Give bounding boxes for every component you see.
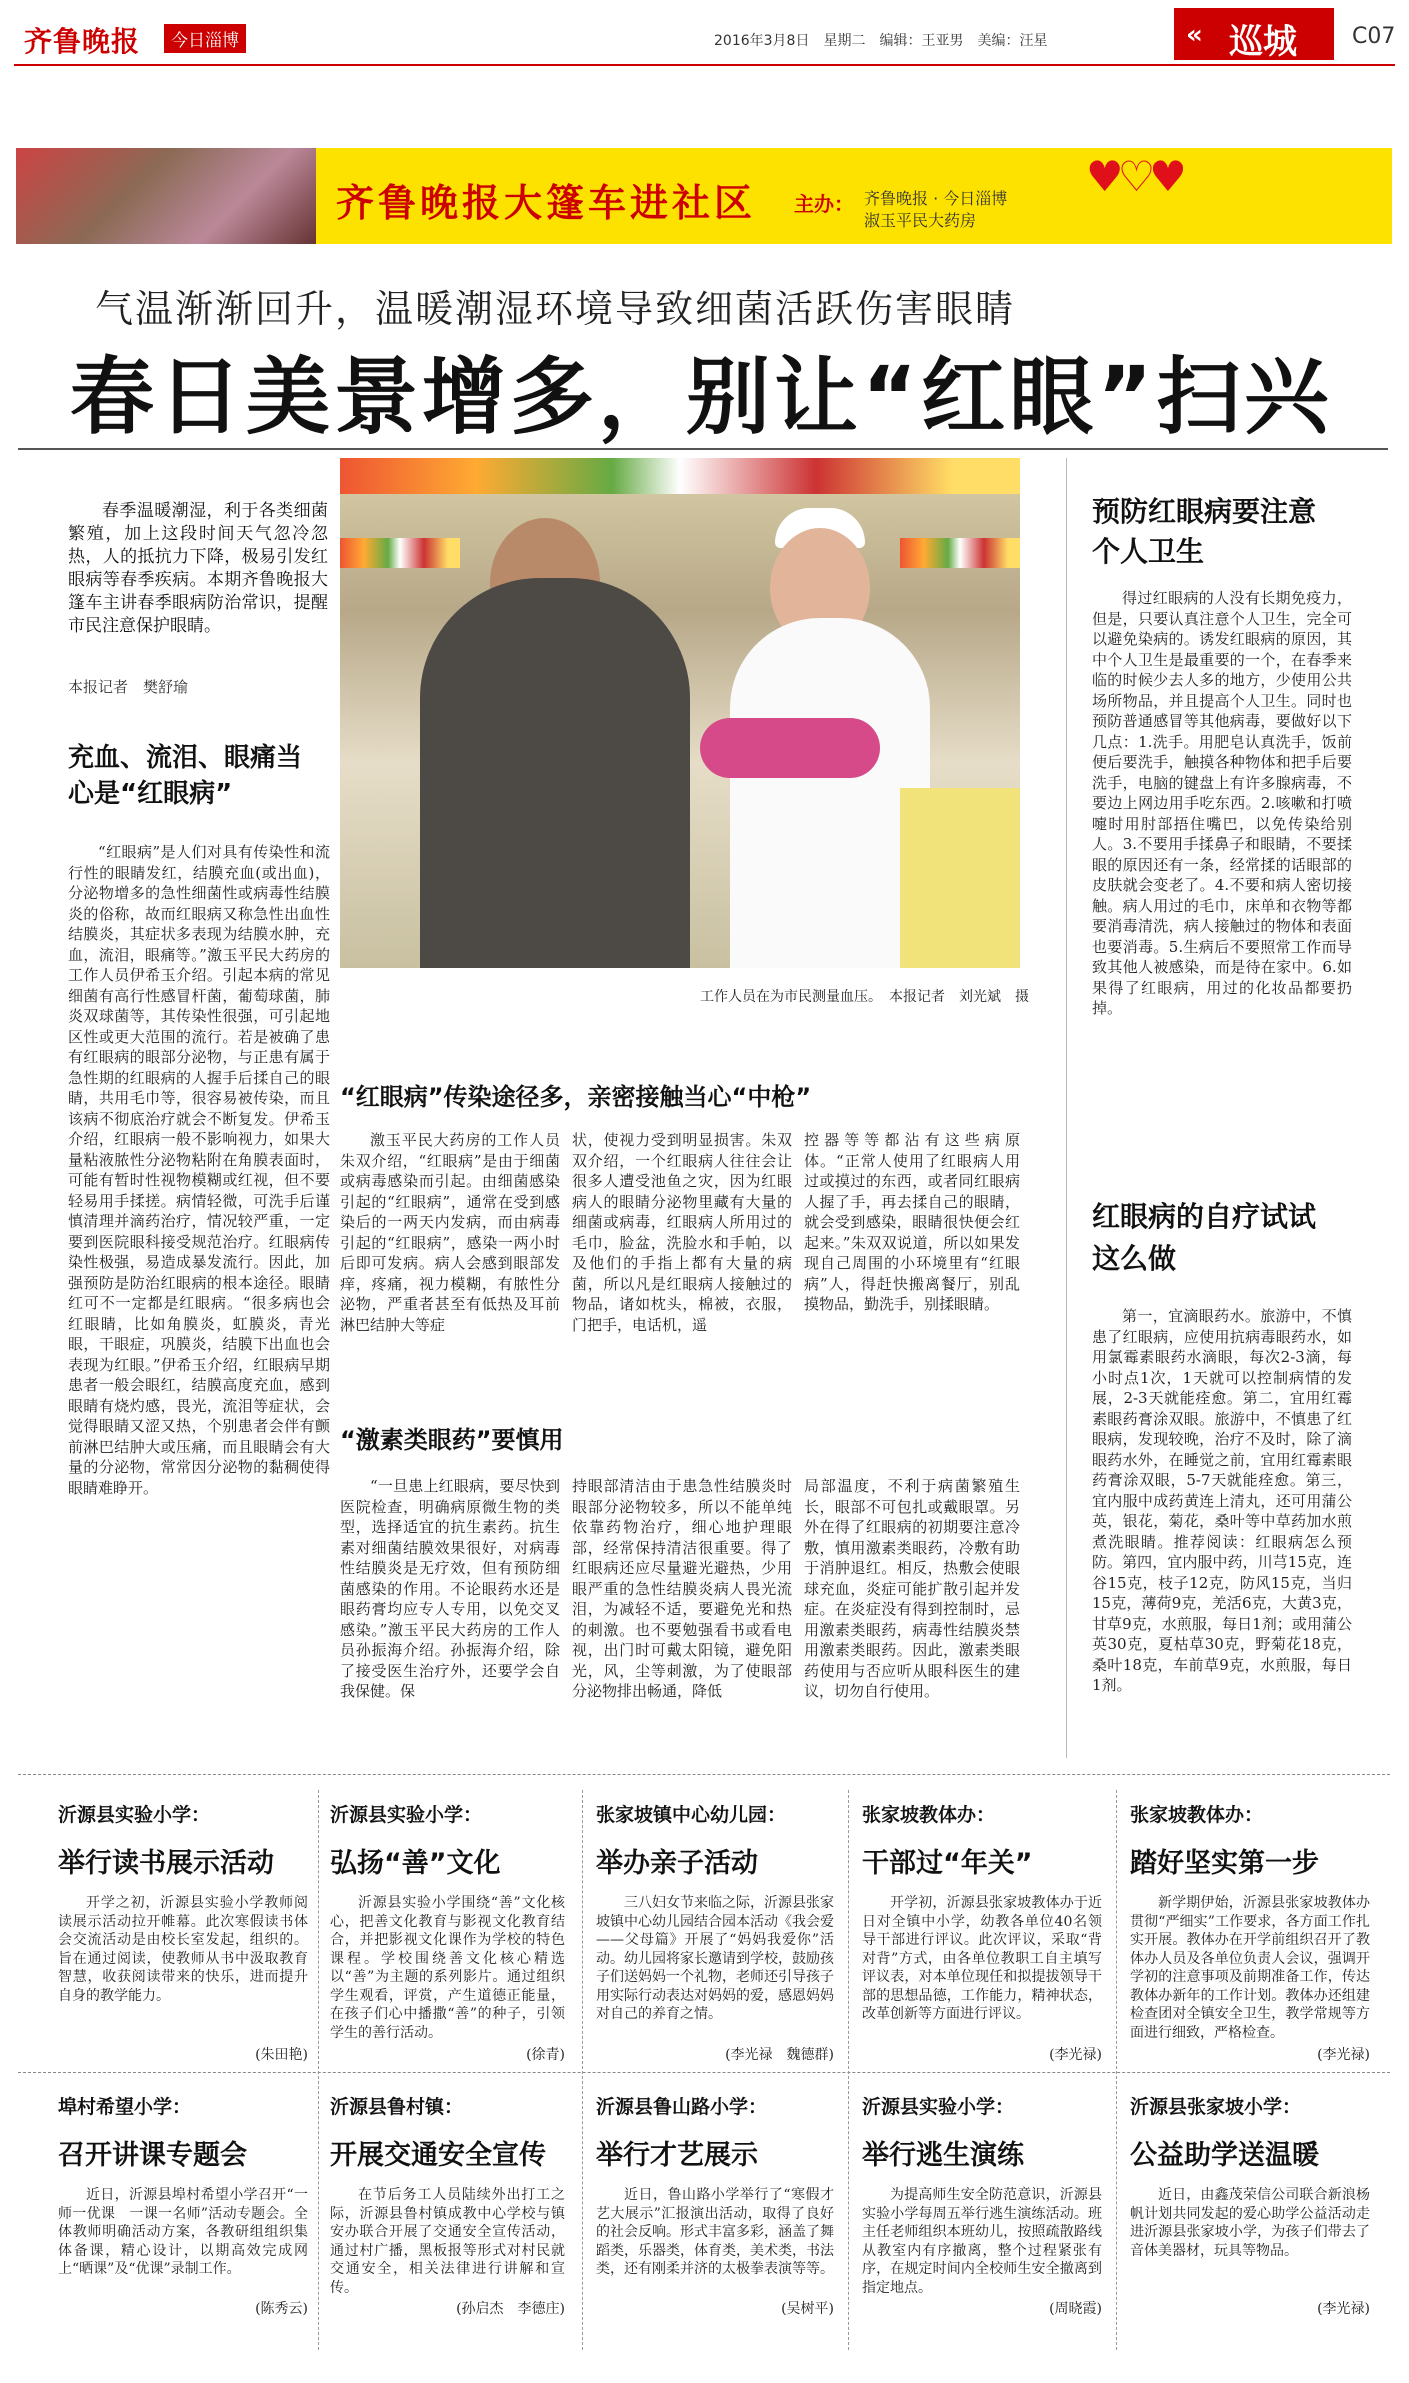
news-brief [330,1800,565,2064]
strip-divider [18,1774,1390,1775]
brief-headline: 公益助学送温暖 [1130,2140,1319,2171]
brief-source: 埠村希望小学： [58,2096,192,2118]
banner-photo [16,148,316,244]
section-body: 持眼部清洁由于患急性结膜炎时眼部分泌物较多，所以不能单纯依靠药物治疗，细心地护理眼部，经常保持清洁很重要。得了红眼病还应尽量避光避热，少用眼严重的急性结膜炎病人畏光流泪，为减轻不适，要避免光和热的刺激。也不要勉强看书或看电视，出门时可戴太阳镜，避免阳光，风，尘等刺激，为了使眼部分泌物排出畅通，降低 [572,1477,792,1700]
article-byline: 本报记者 樊舒瑜 [68,678,189,696]
sidebar-title: 红眼病的自疗试试这么做 [1092,1200,1317,1275]
brief-body: 近日，由鑫茂荣信公司联合新浪杨帆计划共同发起的爱心助学公益活动走进沂源县张家坡小学，为孩子们带去了音体美器材，玩具等物品。 [1130,2187,1370,2259]
article-photo [340,458,1020,968]
brief-body: 三八妇女节来临之际，沂源县张家坡镇中心幼儿园结合园本活动《我会爱——父母篇》开展了“妈妈我爱你”活动。幼儿园将家长邀请到学校，鼓励孩子们送妈妈一个礼物，老师还引导孩子用实际行动表达对妈妈的爱，感恩妈妈对自己的养育之情。 [596,1895,834,2022]
brief-headline: 踏好坚实第一步 [1130,1848,1319,1879]
brief-headline: 召开讲课专题会 [58,2140,247,2171]
masthead [14,6,1395,66]
section-body: 控器等等都沾有这些病原体。“正常人使用了红眼病人用过或摸过的东西，或者同红眼病人握了手，再去揉自己的眼睛，就会受到感染，眼睛很快便会红起来。”朱双双说道，所以如果发现自己周围的小环境里有“红眼病”人，得赶快搬离餐厅，别乱摸物品，勤洗手，别揉眼睛。 [804,1131,1020,1313]
banner-title: 齐鲁晚报大篷车进社区 [336,180,757,225]
section-body: 激玉平民大药房的工作人员朱双介绍，“红眼病”是由于细菌或病毒感染而引起。由细菌感染引起的“红眼病”，通常在受到感染后的一两天内发病，而由病毒引起的“红眼病”，感染一两小时后即可发病。病人会感到眼部发痒，疼痛，视力模糊，有脓性分泌物，严重者甚至有低热及耳前淋巴结肿大等症 [340,1131,560,1334]
page-number: C07 [1352,24,1396,49]
brief-headline: 开展交通安全宣传 [330,2140,546,2171]
brief-body: 为提高师生安全防范意识，沂源县实验小学每周五举行逃生演练活动。班主任老师组织本班幼儿，按照疏散路线从教室内有序撤离，整个过程紧张有序，在规定时间内全校师生安全撤离到指定地点。 [862,2187,1102,2296]
article-lead: 春季温暖潮湿，利于各类细菌繁殖，加上这段时间天气忽冷忽热，人的抵抗力下降，极易引发红眼病等春季疾病。本期齐鲁晚报大篷车主讲春季眼病防治常识，提醒市民注意保护眼睛。 [68,501,328,636]
column-badge: 巡城 [1174,8,1334,60]
section-title: “红眼病”传染途径多，亲密接触当心“中枪” [340,1083,812,1111]
brief-source: 张家坡教体办： [1130,1804,1264,1826]
issue-meta: 2016年3月8日 星期二 编辑：王亚男 美编：汪星 [714,33,1048,49]
section-body: “红眼病”是人们对具有传染性和流行性的眼睛发红，结膜充血(或出血)，分泌物增多的急性细菌性或病毒性结膜炎的俗称，故而红眼病又称急性出血性结膜炎，其症状多表现为结膜水肿，充血，流泪，眼痛等。”激玉平民大药房的工作人员伊希玉介绍。引起本病的常见细菌有高行性感冒杆菌，葡萄球菌，肺炎双球菌等，其传染性很强，可引起地区性或更大范围的流行。若是被确了患有红眼病的眼部分泌物，与正患有属于急性期的红眼病的人握手后揉自己的眼睛，共用毛巾等，很容易被传染，而且该病不彻底治疗就会不断复发。伊希玉介绍，红眼病一般不影响视力，如果大量粘液脓性分泌物粘附在角膜表面时，可能有暂时性视物模糊或红视，但不要轻易用手揉搓。病情轻微，可洗手后谨慎清理并滴药治疗，情况较严重，一定要到医院眼科接受规范治疗。红眼病传染性极强，易造成暴发流行。因此，加强预防是防治红眼病的根本途径。眼睛红可不一定都是红眼病。“很多病也会红眼睛，比如角膜炎，虹膜炎，青光眼，干眼症，巩膜炎，结膜下出血也会表现为红眼。”伊希玉介绍，红眼病早期患者一般会眼红，结膜高度充血，感到眼睛有烧灼感，畏光，流泪等症状，会觉得眼睛又涩又热，个别患者会伴有颤前淋巴结肿大或压痛，而且眼睛会有大量的分泌物，常常因分泌物的黏稠使得眼睛难睁开。 [68,843,330,1497]
sidebar-title: 预防红眼病要注意个人卫生 [1092,495,1317,568]
brief-body: 沂源县实验小学围绕“善”文化核心，把善文化教育与影视文化教育结合，并把影视文化课作为学校的特色课程。学校围绕善文化核心精选以“善”为主题的系列影片。通过组织学生观看，评赏，产生道德正能量，在孩子们心中播撒“善”的种子，引领学生的善行活动。 [330,1895,565,2041]
brief-source: 沂源县实验小学： [330,1804,483,1826]
brief-body: 新学期伊始，沂源县张家坡教体办贯彻“严细实”工作要求，各方面工作扎实开展。教体办在开学前组织召开了教体办人员及各单位负责人会议，强调开学初的注意事项及前期准备工作，传达教体办新年的工作计划。教体办还组建检查团对全镇安全卫生，教学常规等方面进行细致，严格检查。 [1130,1895,1370,2041]
double-chevron-icon: « [1186,20,1203,50]
brief-headline: 举行读书展示活动 [58,1848,274,1879]
rule [18,448,1388,450]
brief-source: 张家坡镇中心幼儿园： [596,1804,787,1826]
sidebar-body: 第一，宜滴眼药水。旅游中，不慎患了红眼病，应使用抗病毒眼药水，如用氯霉素眼药水滴眼，每次2-3滴，每小时点1次，1天就可以控制病情的发展，2-3天就能痊愈。第二，宜用红霉素眼药膏涂双眼。旅游中，不慎患了红眼病，发现较晚，治疗不及时，除了滴眼药水外，在睡觉之前，宜用红霉素眼药膏涂双眼，5-7天就能痊愈。第三，宜内服中成药黄连上清丸，还可用蒲公英，银花，菊花，桑叶等中草药加水煎煮洗眼睛。推荐阅读：红眼病怎么预防。第四，宜内服中药，川芎15克，连谷15克，枝子12克，防风15克，当归15克，薄荷9克，羌活6克，大黄3克，甘草9克，水煎服，每日1剂；或用蒲公英30克，夏枯草30克，野菊花18克，桑叶18克，车前草9克，水煎服，每日1剂。 [1092,1307,1352,1694]
brief-author: (周晓霞) [1049,2301,1102,2317]
brief-body: 在节后务工人员陆续外出打工之际，沂源县鲁村镇成教中心学校与镇安办联合开展了交通安全宣传活动，通过村广播，黑板报等形式对村民就交通安全，相关法律进行讲解和宣传。 [330,2187,565,2296]
brief-source: 沂源县实验小学： [862,2096,1015,2118]
news-brief [862,2092,1102,2318]
news-brief [1130,2092,1370,2318]
news-brief [862,1800,1102,2064]
news-brief [596,1800,834,2064]
brief-source: 沂源县鲁村镇： [330,2096,464,2118]
brief-author: (朱田艳) [255,2047,308,2063]
photo-caption: 工作人员在为市民测量血压。 本报记者 刘光斌 摄 [700,989,1029,1005]
brief-headline: 举办亲子活动 [596,1848,758,1879]
news-brief [58,2092,308,2318]
news-brief [596,2092,834,2318]
brief-source: 沂源县鲁山路小学： [596,2096,768,2118]
column-rule [318,1790,319,2350]
column-rule [848,1790,849,2350]
brief-source: 沂源县张家坡小学： [1130,2096,1302,2118]
news-brief [1130,1800,1370,2064]
brief-body: 近日，沂源县埠村希望小学召开“一师一优课 一课一名师”活动专题会。全体教师明确活动方案，各教研组组织集体备课，精心设计，以期高效完成网上“晒课”及“优课”录制工作。 [58,2187,308,2277]
brief-author: (李光禄) [1317,2301,1370,2317]
article-headline: 春日美景增多，别让“红眼”扫兴 [70,348,1333,446]
section-title: “激素类眼药”要慎用 [340,1426,564,1454]
paper-logo: 齐鲁晚报 [24,25,141,58]
article-subhead: 气温渐渐回升，温暖潮湿环境导致细菌活跃伤害眼睛 [95,287,1016,331]
brief-body: 近日，鲁山路小学举行了“寒假才艺大展示”汇报演出活动，取得了良好的社会反响。形式丰富多彩，涵盖了舞蹈类，乐器类，体育类，美术类，书法类，还有刚柔并济的太极拳表演等等。 [596,2187,834,2277]
column-rule [1066,458,1067,1758]
event-banner [16,148,1392,244]
brief-author: (李光禄 魏德群) [725,2047,834,2063]
section-title: 充血、流泪、眼痛当心是“红眼病” [68,743,303,809]
brief-author: (李光禄) [1317,2047,1370,2063]
brief-body: 开学初，沂源县张家坡教体办于近日对全镇中小学，幼教各单位40名领导干部进行评议。此次评议，采取“背对背”方式，由各单位教职工自主填写评议表，对本单位现任和拟提拔领导干部的思想品德，工作能力，精神状态，改革创新等方面进行评议。 [862,1895,1102,2022]
banner-sponsor: 淑玉平民大药房 [864,211,977,230]
brief-author: (陈秀云) [255,2301,308,2317]
brief-headline: 弘扬“善”文化 [330,1848,501,1879]
column-rule [582,1790,583,2350]
section-body: 局部温度，不利于病菌繁殖生长，眼部不可包扎或戴眼罩。另外在得了红眼病的初期要注意冷敷，慎用激素类眼药，冷敷有助于消肿退红。相反，热敷会使眼球充血，炎症可能扩散引起并发症。在炎症没有得到控制时，忌用激素类眼药，病毒性结膜炎禁用激素类眼药。因此，激素类眼药使用与否应听从眼科医生的建议，切勿自行使用。 [804,1477,1020,1700]
brief-headline: 举行逃生演练 [862,2140,1024,2171]
brief-author: (吴树平) [781,2301,834,2317]
brief-source: 沂源县实验小学： [58,1804,211,1826]
brief-body: 开学之初，沂源县实验小学教师阅读展示活动拉开帷幕。此次寒假读书体会交流活动是由校长室发起，组织的。旨在通过阅读，使教师从书中汲取教育智慧，收获阅读带来的快乐，进而提升自身的教学能力。 [58,1895,308,2004]
column-rule [1116,1790,1117,2350]
brief-author: (李光禄) [1049,2047,1102,2063]
brief-author: (孙启杰 李德庄) [456,2301,565,2317]
brief-author: (徐青) [526,2047,565,2063]
section-body: 状，使视力受到明显损害。朱双双介绍，一个红眼病人往往会让很多人遭受池鱼之灾，因为红眼病人的眼睛分泌物里藏有大量的细菌或病毒，红眼病人所用过的毛巾，脸盆，洗脸水和手帕，以及他们的手指上都有大量的病菌，所以凡是红眼病人接触过的物品，诸如枕头，棉被，衣服，门把手，电话机，遥 [572,1131,792,1334]
banner-host-label: 主办： [794,192,854,216]
section-body: “一旦患上红眼病，要尽快到医院检查，明确病原微生物的类型，选择适宜的抗生素药。抗生素对细菌结膜效果很好，对病毒性结膜炎是无疗效，但有预防细菌感染的作用。不论眼药水还是眼药膏均应专人专用，以免交叉感染。”激玉平民大药房的工作人员孙振海介绍。孙振海介绍，除了接受医生治疗外，还要学会自我保健。保 [340,1477,560,1700]
brief-headline: 举行才艺展示 [596,2140,758,2171]
news-brief [330,2092,565,2318]
strip-divider [18,2072,1390,2073]
hearts-decoration-icon: ♥♡♥ [1086,152,1181,201]
banner-sponsor: 齐鲁晚报 · 今日淄博 [864,189,1008,208]
news-brief [58,1800,308,2064]
section-tag: 今日淄博 [164,24,246,53]
sidebar-body: 得过红眼病的人没有长期免疫力，但是，只要认真注意个人卫生，完全可以避免染病的。诱发红眼病的原因，其中个人卫生是最重要的一个，在春季来临的时候少去人多的地方，少使用公共场所物品，并且提高个人卫生。同时也预防普通感冒等其他病毒，要做好以下几点：1.洗手。用肥皂认真洗手，饭前便后要洗手，触摸各种物体和把手后要洗手，电脑的键盘上有许多腺病毒，不要边上网边用手吃东西。2.咳嗽和打喷嚏时用肘部捂住嘴巴，以免传染给别人。3.不要用手揉鼻子和眼睛，不要揉眼的原因还有一条，经常揉的话眼部的皮肤就会变老了。4.不要和病人密切接触。病人用过的毛巾，床单和衣物等都要消毒清洗，病人接触过的物体和表面也要消毒。5.生病后不要照常工作而导致其他人被感染，而是待在家中。6.如果得了红眼病，用过的化妆品都要扔掉。 [1092,589,1352,1017]
brief-headline: 干部过“年关” [862,1848,1033,1879]
brief-source: 张家坡教体办： [862,1804,996,1826]
